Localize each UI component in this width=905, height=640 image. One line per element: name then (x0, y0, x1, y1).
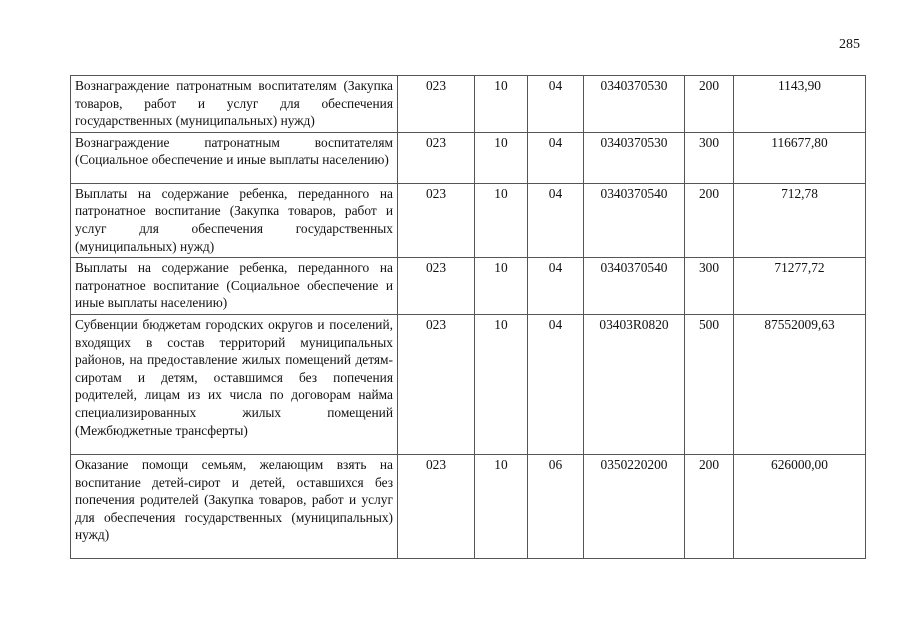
table-row (71, 76, 866, 133)
expense-type-code: 500 (685, 314, 734, 454)
page-number: 285 (839, 37, 860, 52)
section-code: 10 (475, 183, 528, 257)
ministry-code: 023 (398, 454, 475, 558)
ministry-code: 023 (398, 183, 475, 257)
subsection-code: 04 (528, 314, 584, 454)
table-row (71, 183, 866, 257)
section-code: 10 (475, 258, 528, 315)
ministry-code: 023 (398, 76, 475, 133)
target-code: 03403R0820 (584, 314, 685, 454)
table-row (71, 132, 866, 183)
section-code: 10 (475, 76, 528, 133)
row-description: Выплаты на содержание ребенка, переданного на патронатное воспитание (Закупка товаров, работ и услуг для обеспечения государственных (муниципальных) нужд) (71, 183, 398, 257)
expense-type-code: 200 (685, 76, 734, 133)
row-description: Оказание помощи семьям, желающим взять на воспитание детей-сирот и детей, оставшихся без попечения родителей (Закупка товаров, работ и услуг для обеспечения государственных (муниципальных) нужд) (71, 454, 398, 558)
section-code: 10 (475, 454, 528, 558)
subsection-code: 04 (528, 258, 584, 315)
target-code: 0340370530 (584, 76, 685, 133)
subsection-code: 04 (528, 132, 584, 183)
amount: 87552009,63 (734, 314, 866, 454)
budget-table (70, 75, 866, 559)
target-code: 0340370540 (584, 183, 685, 257)
row-description: Выплаты на содержание ребенка, переданного на патронатное воспитание (Социальное обеспечение и иные выплаты населению) (71, 258, 398, 315)
expense-type-code: 300 (685, 132, 734, 183)
table-row (71, 314, 866, 454)
subsection-code: 04 (528, 76, 584, 133)
table-row (71, 258, 866, 315)
target-code: 0350220200 (584, 454, 685, 558)
ministry-code: 023 (398, 314, 475, 454)
target-code: 0340370540 (584, 258, 685, 315)
amount: 712,78 (734, 183, 866, 257)
section-code: 10 (475, 314, 528, 454)
amount: 1143,90 (734, 76, 866, 133)
subsection-code: 06 (528, 454, 584, 558)
expense-type-code: 300 (685, 258, 734, 315)
subsection-code: 04 (528, 183, 584, 257)
ministry-code: 023 (398, 132, 475, 183)
target-code: 0340370530 (584, 132, 685, 183)
row-description: Вознаграждение патронатным воспитателям (Закупка товаров, работ и услуг для обеспечения государственных (муниципальных) нужд) (71, 76, 398, 133)
expense-type-code: 200 (685, 183, 734, 257)
table-row (71, 454, 866, 558)
amount: 71277,72 (734, 258, 866, 315)
amount: 116677,80 (734, 132, 866, 183)
row-description: Вознаграждение патронатным воспитателям (Социальное обеспечение и иные выплаты населению) (71, 132, 398, 183)
expense-type-code: 200 (685, 454, 734, 558)
amount: 626000,00 (734, 454, 866, 558)
row-description: Субвенции бюджетам городских округов и поселений, входящих в состав территорий муниципальных районов, на предоставление жилых помещений детям-сиротам и детям, оставшимся без попечения родителей, лицам из их числа по договорам найма специализированных жилых помещений (Межбюджетные трансферты) (71, 314, 398, 454)
section-code: 10 (475, 132, 528, 183)
ministry-code: 023 (398, 258, 475, 315)
